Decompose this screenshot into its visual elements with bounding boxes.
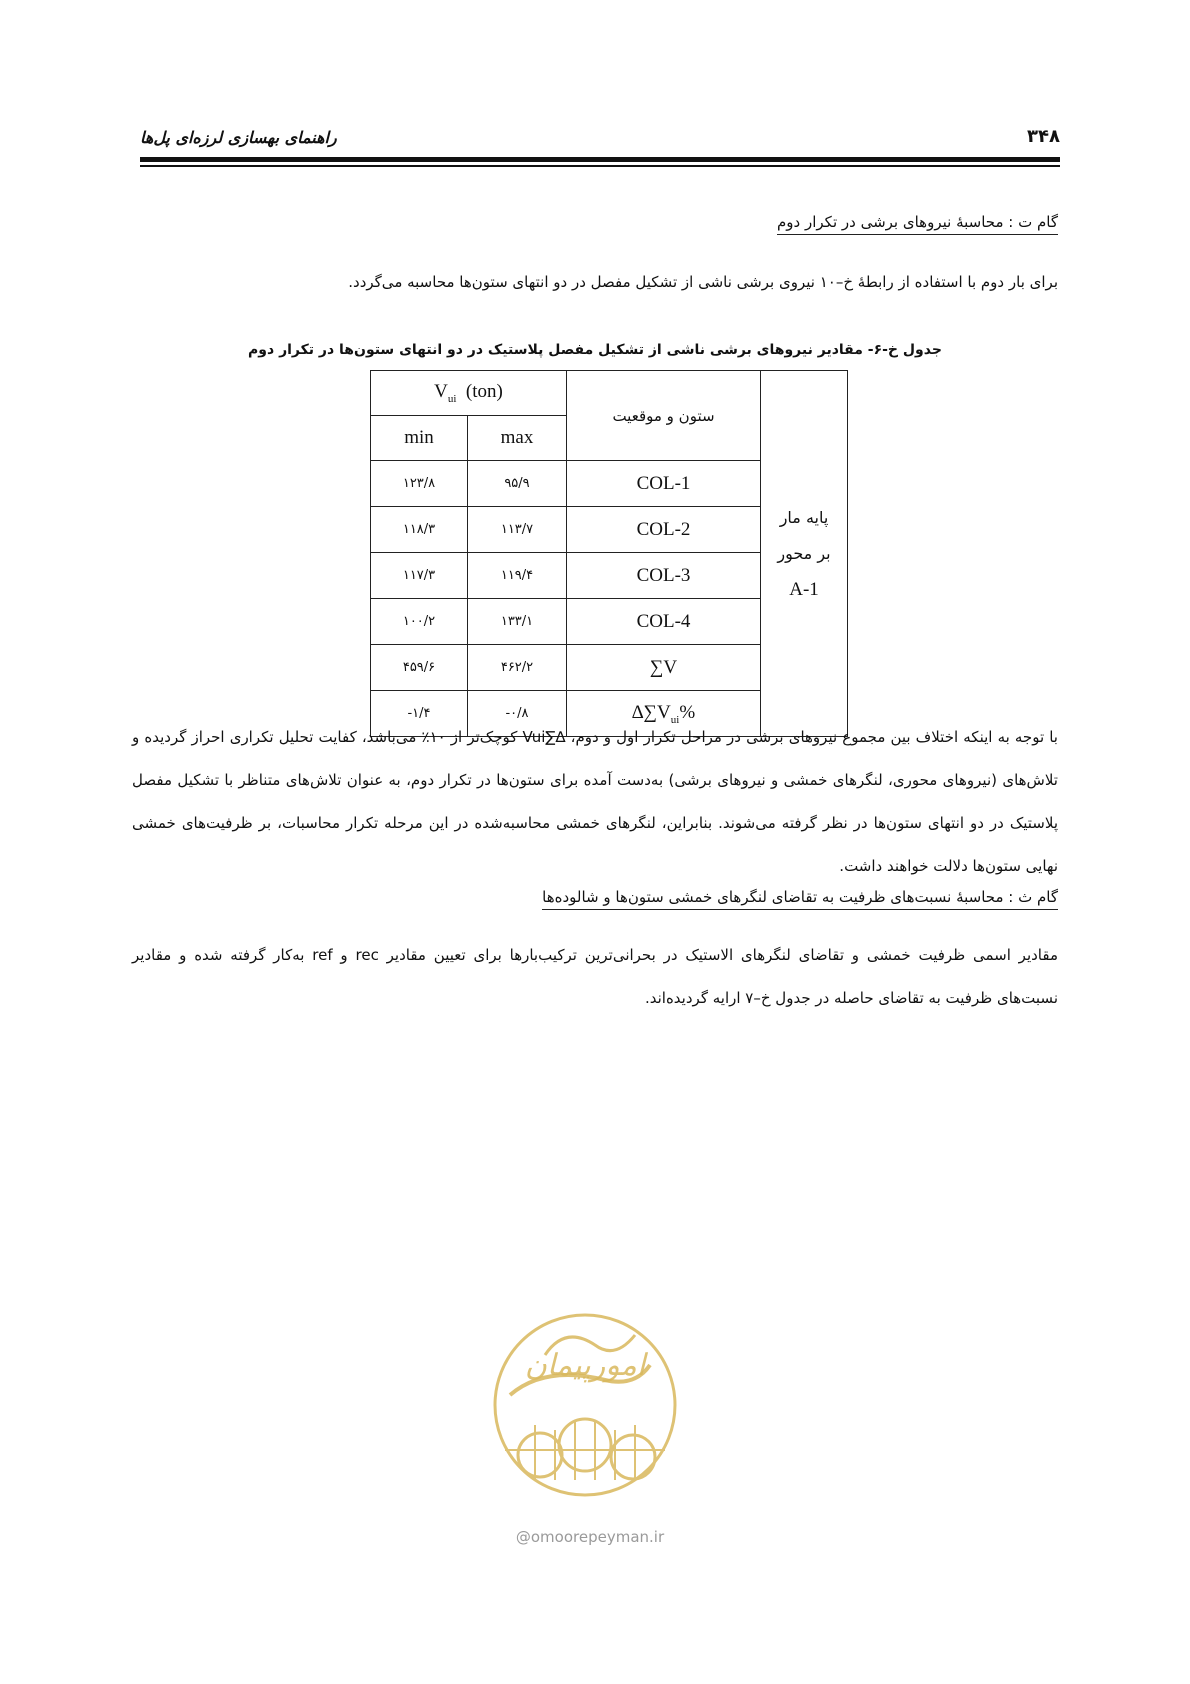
- group-line-3: A-1: [789, 578, 819, 600]
- group-line-2: بر محور: [777, 543, 831, 563]
- header-vui: $V_{ui}$ (ton): [371, 371, 567, 416]
- row-label: $\Delta\sum V_{ui}\%$: [567, 691, 761, 737]
- header-position: ستون و موقعیت: [567, 371, 761, 461]
- row-max: ۱۳۳/۱: [468, 599, 567, 645]
- group-line-1: پایه مار: [779, 507, 829, 527]
- row-label: COL-3: [567, 553, 761, 599]
- row-label: COL-4: [567, 599, 761, 645]
- step-t-paragraph: برای بار دوم با استفاده از رابطۀ خ–۱۰ نیروی برشی ناشی از تشکیل مفصل در دو انتهای ستون‌ها محاسبه می‌گردد.: [348, 273, 1058, 291]
- row-max: ۱۱۹/۴: [468, 553, 567, 599]
- row-max: ۴۶۲/۲: [468, 645, 567, 691]
- table-header-row: [371, 371, 848, 416]
- row-max: ۹۵/۹: [468, 461, 567, 507]
- row-label: COL-1: [567, 461, 761, 507]
- header-max: max: [468, 416, 567, 461]
- row-min: ۴۵۹/۶: [371, 645, 468, 691]
- watermark-logo: [485, 1305, 685, 1525]
- watermark-logo-text: امورپیمان: [524, 1348, 646, 1383]
- page-number: ۳۴۸: [1027, 126, 1060, 147]
- header-rule-thin: [140, 165, 1060, 167]
- row-label: COL-2: [567, 507, 761, 553]
- running-title: راهنمای بهسازی لرزه‌ای پل‌ها: [140, 128, 337, 147]
- row-max: -۰/۸: [468, 691, 567, 737]
- shear-force-table: [370, 370, 848, 737]
- header-min: min: [371, 416, 468, 461]
- conclusion-paragraph: با توجه به اینکه اختلاف بین مجموع نیروهای برشی در مراحل تکرار اول و دوم، ∆∑Vui کوچک‌تر از ۱۰٪ می‌باشد، کفایت تحلیل تکراری احراز گردیده و تلاش‌های (نیروهای محوری، لنگرهای خمشی و نیروهای برشی) به‌دست آمده برای ستون‌ها در تکرار دوم، به عنوان تلاش‌های متناظر با تشکیل مفصل پلاستیک در دو انتهای ستون‌ها در نظر گرفته می‌شوند. بنابراین، لنگرهای خمشی محاسبه‌شده در این مرحله تکرار محاسبات، بر ظرفیت‌های خمشی نهایی ستون‌ها دلالت خواهند داشت.: [132, 728, 1058, 875]
- table-caption: جدول خ-۶- مقادیر نیروهای برشی ناشی از تشکیل مفصل پلاستیک در دو انتهای ستون‌ها در تکرار دوم: [248, 342, 942, 358]
- row-min: ۱۱۷/۳: [371, 553, 468, 599]
- row-min: ۱۱۸/۳: [371, 507, 468, 553]
- row-label: ∑V: [567, 645, 761, 691]
- step-s-heading: گام ث : محاسبۀ نسبت‌های ظرفیت به تقاضای لنگرهای خمشی ستون‌ها و شالوده‌ها: [542, 888, 1058, 910]
- watermark-site: @omoorepeyman.ir: [515, 1528, 665, 1546]
- header-rule-thick: [140, 157, 1060, 162]
- row-min: ۱۲۳/۸: [371, 461, 468, 507]
- row-max: ۱۱۳/۷: [468, 507, 567, 553]
- row-min: -۱/۴: [371, 691, 468, 737]
- step-t-heading: گام ت : محاسبۀ نیروهای برشی در تکرار دوم: [777, 213, 1058, 235]
- row-min: ۱۰۰/۲: [371, 599, 468, 645]
- step-s-paragraph: مقادیر اسمی ظرفیت خمشی و تقاضای لنگرهای الاستیک در بحرانی‌ترین ترکیب‌بارها برای تعیین مقادیر rec و ref به‌کار گرفته شده و مقادیر نسبت‌های ظرفیت به تقاضای حاصله در جدول خ–۷ ارایه گردیده‌اند.: [132, 946, 1058, 1007]
- group-cell: [761, 371, 848, 737]
